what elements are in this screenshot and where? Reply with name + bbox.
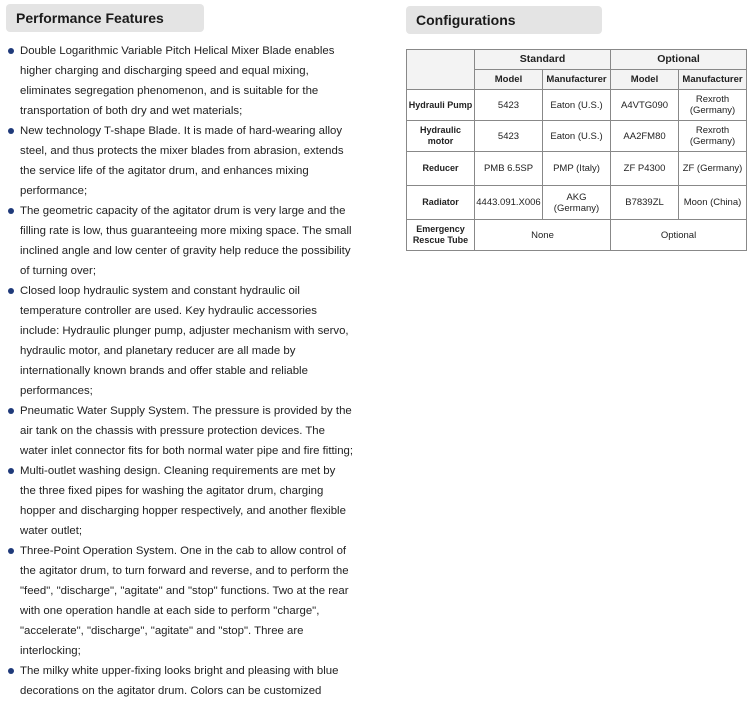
table-corner-cell xyxy=(407,50,475,90)
table-cell: Moon (China) xyxy=(679,186,747,220)
table-cell: Rexroth (Germany) xyxy=(679,90,747,121)
table-cell: AKG (Germany) xyxy=(543,186,611,220)
feature-item: The geometric capacity of the agitator drum is very large and the filling rate is low, thus guaranteeing more mixing space. The small inclined angle and low center of gravity help reduce the possibility of turning over; xyxy=(6,201,354,281)
row-label: Hydrauli Pump xyxy=(407,90,475,121)
row-label: Radiator xyxy=(407,186,475,220)
row-label: Reducer xyxy=(407,152,475,186)
feature-item: Pneumatic Water Supply System. The pressure is provided by the air tank on the chassis with pressure protection devices. The water inlet connector fits for both normal water pipe and fire fitting; xyxy=(6,401,354,461)
column-header: Model xyxy=(611,70,679,90)
configurations-heading: Configurations xyxy=(406,6,602,34)
column-header: Model xyxy=(475,70,543,90)
table-row xyxy=(407,152,747,186)
table-cell: Eaton (U.S.) xyxy=(543,90,611,121)
table-cell: ZF (Germany) xyxy=(679,152,747,186)
table-cell: Rexroth (Germany) xyxy=(679,121,747,152)
feature-item: Closed loop hydraulic system and constant hydraulic oil temperature controller are used. Key hydraulic accessories include: Hydraulic plunger pump, adjuster mechanism with servo, hydraulic motor, and planetary reducer are all made by internationally known brands and offer stable and reliable performances; xyxy=(6,281,354,401)
performance-features-list xyxy=(6,41,354,701)
table-cell: B7839ZL xyxy=(611,186,679,220)
feature-item: Multi-outlet washing design. Cleaning requirements are met by the three fixed pipes for washing the agitator drum, charging hopper and discharging hopper respectively, and another flexible water outlet; xyxy=(6,461,354,541)
table-cell: PMP (Italy) xyxy=(543,152,611,186)
table-cell: Eaton (U.S.) xyxy=(543,121,611,152)
configurations-table xyxy=(406,49,747,251)
table-cell: Optional xyxy=(611,220,747,251)
row-label: Hydraulic motor xyxy=(407,121,475,152)
standard-group-header: Standard xyxy=(475,50,611,70)
table-cell: AA2FM80 xyxy=(611,121,679,152)
table-cell: None xyxy=(475,220,611,251)
column-header: Manufacturer xyxy=(679,70,747,90)
table-cell: PMB 6.5SP xyxy=(475,152,543,186)
table-group-header-row xyxy=(407,50,747,70)
feature-item: Double Logarithmic Variable Pitch Helical Mixer Blade enables higher charging and discharging speed and equal mixing, eliminates segregation phenomenon, and is suitable for the transportation of both dry and wet materials; xyxy=(6,41,354,121)
table-row xyxy=(407,220,747,251)
table-row xyxy=(407,121,747,152)
table-row xyxy=(407,186,747,220)
feature-item: Three-Point Operation System. One in the cab to allow control of the agitator drum, to turn forward and reverse, and to perform the "feed", "discharge", "agitate" and "stop" functions. Two at the rear with one operation handle at each side to perform "charge", "accelerate", "discharge", "agitate" and "stop". Three are interlocking; xyxy=(6,541,354,661)
optional-group-header: Optional xyxy=(611,50,747,70)
table-cell: 4443.091.X006 xyxy=(475,186,543,220)
performance-features-heading: Performance Features xyxy=(6,4,204,32)
table-cell: 5423 xyxy=(475,90,543,121)
feature-item: The milky white upper-fixing looks bright and pleasing with blue decorations on the agitator drum. Colors can be customized xyxy=(6,661,354,701)
table-cell: 5423 xyxy=(475,121,543,152)
feature-item: New technology T-shape Blade. It is made of hard-wearing alloy steel, and thus protects the mixer blades from abrasion, extends the service life of the agitator drum, and enhances mixing performance; xyxy=(6,121,354,201)
table-row xyxy=(407,90,747,121)
table-cell: A4VTG090 xyxy=(611,90,679,121)
row-label: Emergency Rescue Tube xyxy=(407,220,475,251)
table-cell: ZF P4300 xyxy=(611,152,679,186)
column-header: Manufacturer xyxy=(543,70,611,90)
